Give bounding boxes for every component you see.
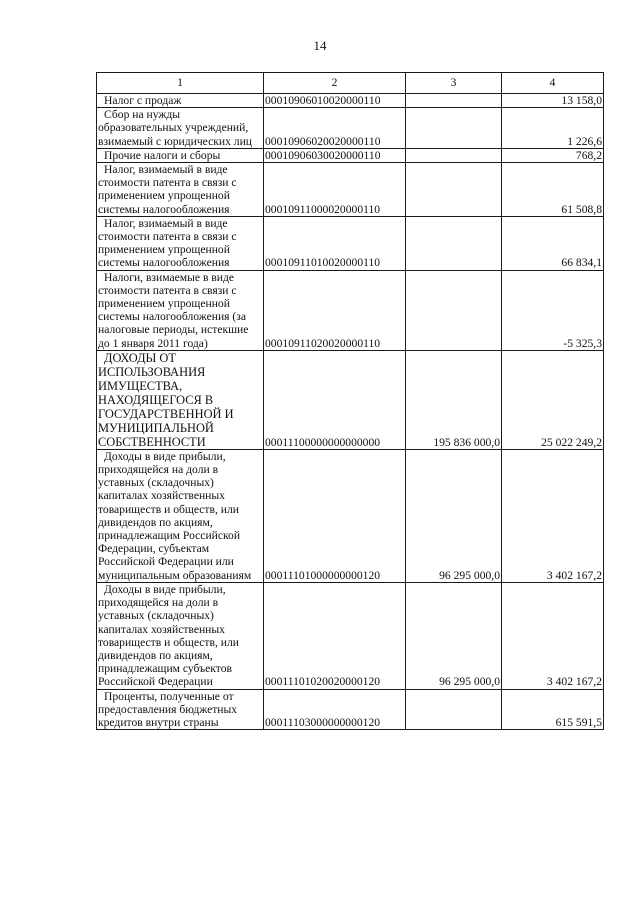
row-name-text: Сбор на нужды образовательных учреждений, взимаемый с юридических лиц [98,108,252,148]
row-plan [406,689,502,730]
row-actual: 3 402 167,2 [502,582,604,689]
row-name-text: Налог с продаж [104,94,182,107]
row-name-text: Налог, взимаемый в виде стоимости патента в связи с применением упрощенной системы налогообложения [98,163,237,216]
row-name-text: Доходы в виде прибыли, приходящейся на доли в уставных (складочных) капиталах хозяйственных товариществ и обществ, или дивидендов по акциям, принадлежащим Российской Федерации, субъектам Российской Федерации или муниципальным образованиям [98,449,252,582]
row-plan [406,94,502,108]
row-actual: 768,2 [502,148,604,162]
row-code: 00011101000000000120 [264,449,406,582]
row-plan: 96 295 000,0 [406,449,502,582]
row-actual: 66 834,1 [502,216,604,270]
table-row [97,449,604,582]
row-plan [406,216,502,270]
table-row [97,689,604,730]
row-name-text: Налоги, взимаемые в виде стоимости патента в связи с применением упрощенной системы налогообложения (за налоговые периоды, истекшие до 1 января 2011 года) [98,270,249,350]
row-code: 00010911010020000110 [264,216,406,270]
revenue-table [96,72,604,730]
row-actual: 3 402 167,2 [502,449,604,582]
table-row [97,216,604,270]
row-name [97,449,264,582]
header-row [97,73,604,94]
row-name [97,94,264,108]
row-code: 00011100000000000000 [264,350,406,449]
row-plan [406,108,502,149]
table-row [97,163,604,217]
row-name [97,216,264,270]
table-row [97,94,604,108]
row-code: 00010906020020000110 [264,108,406,149]
row-name-text: Проценты, полученные от предоставления бюджетных кредитов внутри страны [98,689,238,729]
row-plan [406,270,502,350]
row-plan: 96 295 000,0 [406,582,502,689]
row-name [97,689,264,730]
row-code: 00010911020020000110 [264,270,406,350]
table-row [97,148,604,162]
column-header-3: 3 [406,73,502,94]
row-code: 00010911000020000110 [264,163,406,217]
row-code: 00010906010020000110 [264,94,406,108]
row-name [97,270,264,350]
row-actual: 61 508,8 [502,163,604,217]
row-name-text: Прочие налоги и сборы [104,148,221,162]
row-actual: -5 325,3 [502,270,604,350]
column-header-1: 1 [97,73,264,94]
row-name-text: ДОХОДЫ ОТ ИСПОЛЬЗОВАНИЯ ИМУЩЕСТВА, НАХОДЯЩЕГОСЯ В ГОСУДАРСТВЕННОЙ И МУНИЦИПАЛЬНОЙ СОБСТВЕННОСТИ [98,350,234,449]
page-number: 14 [313,38,327,53]
row-name [97,163,264,217]
row-name [97,582,264,689]
row-plan [406,163,502,217]
column-header-4: 4 [502,73,604,94]
row-name-text: Налог, взимаемый в виде стоимости патента в связи с применением упрощенной системы налогообложения [98,216,237,270]
column-header-2: 2 [264,73,406,94]
table-row [97,108,604,149]
row-code: 00011101020020000120 [264,582,406,689]
row-name [97,350,264,449]
row-plan [406,148,502,162]
table-row [97,350,604,449]
table-row [97,270,604,350]
row-actual: 13 158,0 [502,94,604,108]
row-actual: 615 591,5 [502,689,604,730]
row-name [97,108,264,149]
row-code: 00010906030020000110 [264,148,406,162]
row-actual: 1 226,6 [502,108,604,149]
table-row [97,582,604,689]
row-name [97,148,264,162]
row-actual: 25 022 249,2 [502,350,604,449]
row-code: 00011103000000000120 [264,689,406,730]
row-name-text: Доходы в виде прибыли, приходящейся на доли в уставных (складочных) капиталах хозяйственных товариществ и обществ, или дивидендов по акциям, принадлежащим субъектов Российской Федерации [98,582,239,689]
row-plan: 195 836 000,0 [406,350,502,449]
